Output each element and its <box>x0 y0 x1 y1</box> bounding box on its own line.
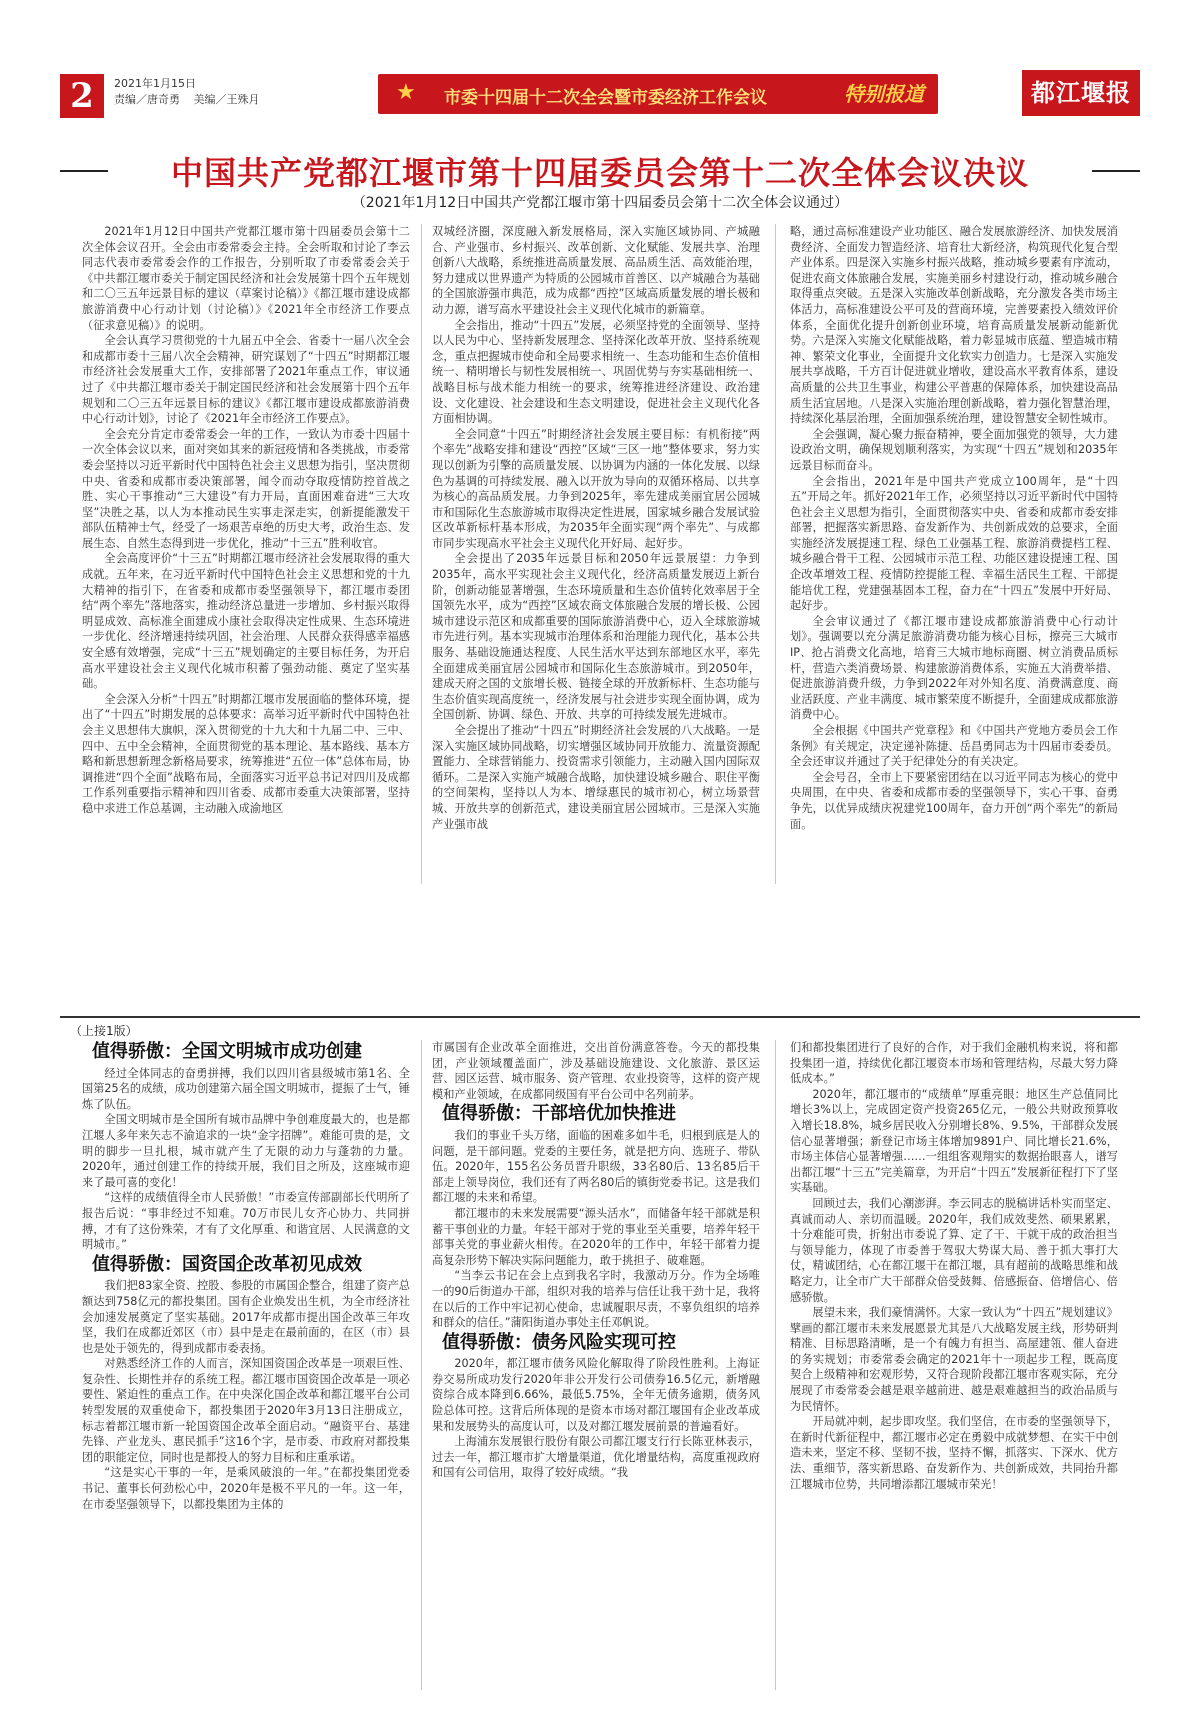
page-number: 2 <box>60 74 104 118</box>
star-icon: ★ <box>396 80 416 105</box>
column-divider <box>775 224 776 884</box>
paragraph: 全会审议通过了《都江堰市建设成都旅游消费中心行动计划》。强调要以充分满足旅游消费功能为核心目标，擦亮三大城市IP、抢占消费文化高地，培育三大城市地标商圈、树立消费品质标杆，营造六类消费场景、构建旅游消费体系，实施五大消费举措、促进旅游消费升级，力争到2022年对外知名度、消费满意度、商业活跃度、产业丰满度、城市繁荣度不断提升，全面建成成都旅游消费中心。 <box>790 614 1118 722</box>
paragraph: 2020年，都江堰市的“成绩单”厚重亮眼：地区生产总值同比增长3%以上，完成固定资产投资265亿元，一般公共财政预算收入增长18.8%，城乡居民收入分别增长8%、9.5%，干部群众发展信心显著增强；新登记市场主体增加9891户、同比增长21.6%，市场主体信心显著增强……一组组客观翔实的数据抬眼喜人，谱写出都江堰“十三五”完美篇章，为开启“十四五”发展新征程打下了坚实基础。 <box>790 1087 1118 1195</box>
column-divider <box>421 1040 422 1690</box>
article-column-2 <box>432 224 760 884</box>
paragraph: 全国文明城市是全国所有城市品牌中争创难度最大的，也是都江堰人多年来矢志不渝追求的一块“金字招牌”。难能可贵的是，文明的脚步一旦扎根，城市就产生了无限的动力与蓬勃的力量。2020年，通过创建工作的持续开展，我们目之所及，这座城市迎来了最可喜的变化！ <box>82 1113 410 1189</box>
paragraph: 全会充分肯定市委常委会一年的工作，一致认为市委十四届十一次全体会议以来，面对突如其来的新冠疫情和各类挑战，市委常委会坚持以习近平新时代中国特色社会主义思想为指引，坚决贯彻中央、省委和成都市委决策部署，闻令而动夺取疫情防控首战之胜、实心干事推动“三大建设”有力开局，直面困难奋进“三大攻坚”决胜之基，以人为本推动民生实事走深走实，创新提能激发干部队伍精神士气，经受了一场艰苦卓绝的历史大考，政治生态、发展生态、自然生态得到进一步优化，推动“十三五”胜利收官。 <box>82 427 410 550</box>
section-heading: 值得骄傲：全国文明城市成功创建 <box>92 1041 362 1062</box>
paragraph: 全会认真学习贯彻党的十九届五中全会、省委十一届八次全会和成都市委十三届八次全会精神，研究谋划了“十四五”时期都江堰市经济社会发展重大工作，安排部署了2021年重点工作，审议通过了《中共都江堰市委关于制定国民经济和社会发展第十四个五年规划和二〇三五年远景目标的建议》《都江堰市建设成都旅游消费中心行动计划》，讨论了《2021年全市经济工作要点》。 <box>82 334 410 426</box>
paragraph: 全会指出，2021年是中国共产党成立100周年，是“十四五”开局之年。抓好2021年工作，必须坚持以习近平新时代中国特色社会主义思想为指引，全面贯彻落实中央、省委和成都市委安排部署，把握落实新思路、奋发新作为、共创新成效的总要求，全面实施经济发展提速工程、绿色工业强基工程、旅游消费提档工程、城乡融合骨干工程、公园城市示范工程、功能区建设提速工程、国企改革增效工程、疫情防控提能工程、幸福生活民生工程、干部提能培优工程，党建强基固本工程，奋力在“十四五”发展中开好局、起好步。 <box>790 474 1118 613</box>
banner-text: 市委十四届十二次全会暨市委经济工作会议 <box>444 88 767 108</box>
section-heading: 值得骄傲：干部培优加快推进 <box>442 1103 676 1125</box>
paragraph: “当李云书记在会上点到我名字时，我激动万分。作为全场唯一的90后街道办干部，组织对我的培养与信任让我干劲十足，我将在以后的工作中牢记初心使命，忠诚履职尽责，不辜负组织的培养和群众的信任。”蒲阳街道办事处主任邓帆说。 <box>432 1269 760 1330</box>
column-divider <box>421 224 422 884</box>
continued-label: （上接1版） <box>70 1024 138 1038</box>
paragraph: 回顾过去，我们心潮澎湃。李云同志的脱稿讲话朴实而坚定、真诚而动人、亲切而温暖。2020年，我们成效斐然、硕果累累，十分难能可贵，折射出市委说了算、定了干、干就干成的政治担当与领导能力，体现了市委善于驾驭大势谋大局、善于抓大事打大仗，精诚团结，心在都江堰干在都江堰，具有超前的战略思维和战略定力，让全市广大干部群众倍受鼓舞、倍感振奋、倍增信心、倍感骄傲。 <box>790 1196 1118 1304</box>
issue-date: 2021年1月15日 <box>114 77 196 90</box>
editor-credits <box>114 92 270 108</box>
page-meta <box>114 76 270 108</box>
column-divider <box>775 1040 776 1690</box>
paragraph: 市属国有企业改革全面推进，交出首份满意答卷。今天的都投集团，产业领域覆盖面广，涉及基础设施建设、文化旅游、景区运营、园区运营、城市服务、资产管理、农业投资等，这样的资产规模和产业领域，在成都同级国有平台公司中名列前茅。 <box>432 1041 760 1101</box>
article-column-1 <box>82 224 410 884</box>
continued-column-2 <box>432 1040 760 1690</box>
paragraph: 双城经济圈，深度融入新发展格局，深入实施区域协同、产城融合、产业强市、乡村振兴、改革创新、文化赋能、发展共享、治理创新八大战略，系统推进高质量发展、高品质生活、高效能治理，努力建成以世界遗产为特质的公园城市首善区、以产城融合为基础的全国旅游强市典范，成为成都“西控”区域高质量发展的增长极和动力源，谱写高水平建设社会主义现代化城市的新篇章。 <box>432 225 760 316</box>
paragraph: 上海浦东发展银行股份有限公司都江堰支行行长陈亚林表示，过去一年，都江堰市扩大增量渠道，优化增量结构，高度重视政府和国有公司信用，取得了较好成绩。“我 <box>432 1435 760 1480</box>
article-column-3 <box>790 224 1118 884</box>
paragraph: 全会提出了推动“十四五”时期经济社会发展的八大战略。一是深入实施区域协同战略，切实增强区域协同开放能力、流量资源配置能力、全球营销能力、投资需求引领能力，主动融入国内国际双循环。二是深入实施产城融合战略，加快建设城乡融合、职住平衡的空间架构，坚持以人为本、增绿惠民的城市初心，树立场景营城、开放共享的创新范式，建设美丽宜居公园城市。三是深入实施产业强市战 <box>432 724 760 831</box>
continued-column-1 <box>82 1040 410 1690</box>
paragraph: 经过全体同志的奋勇拼搏，我们以四川省县级城市第1名、全国第25名的成绩，成功创建第六届全国文明城市，提振了士气，锤炼了队伍。 <box>82 1066 410 1111</box>
page-header <box>60 70 1140 120</box>
paragraph: “这样的成绩值得全市人民骄傲！”市委宣传部副部长代明所了报告后说：“事非经过不知难。70万市民儿女齐心协力、共同拼搏，才有了这份殊荣，才有了文化厚重、和谐宜居、人民满意的文明城市。” <box>82 1191 410 1252</box>
paragraph: 全会深入分析“十四五”时期都江堰市发展面临的整体环境，提出了“十四五”时期发展的总体要求：高举习近平新时代中国特色社会主义思想伟大旗帜，深入贯彻党的十九大和十九届二中、三中、四中、五中全会精神，全面贯彻党的基本理论、基本路线、基本方略和新思想新理念新格局要求，统筹推进“五位一体”总体布局，协调推进“四个全面”战略布局，全面落实习近平总书记对四川及成都工作系列重要指示精神和四川省委、成都市委重大决策部署，坚持稳中求进工作总基调，主动融入成渝地区 <box>82 692 410 815</box>
banner-special-label: 特别报道 <box>844 82 924 106</box>
section-heading: 值得骄傲：债务风险实现可控 <box>442 1331 676 1353</box>
paragraph: 们和都投集团进行了良好的合作，对于我们金融机构来说，将和都投集团一道，持续优化都江堰资本市场和管理结构，尽最大努力降低成本。” <box>790 1041 1118 1086</box>
paragraph: “这是实心干事的一年，是乘风破浪的一年。”在都投集团党委书记、董事长何劲松心中，2020年是极不平凡的一年。这一年，在市委坚强领导下，以都投集团为主体的 <box>82 1466 410 1511</box>
editor: 责编／唐奇勇 <box>114 93 180 106</box>
paragraph: 2021年1月12日中国共产党都江堰市第十四届委员会第十二次全体会议召开。全会由市委常委会主持。全会听取和讨论了李云同志代表市委常委会作的工作报告，分别听取了市委常委会关于《中共都江堰市委关于制定国民经济和社会发展第十四个五年规划和二〇三五年远景目标的建议（草案讨论稿）》《都江堰市建设成都旅游消费中心行动计划（讨论稿）》《2021年全市经济工作要点（征求意见稿）》的说明。 <box>82 225 410 332</box>
paragraph: 全会提出了2035年远景目标和2050年远景展望：力争到2035年，高水平实现社会主义现代化，经济高质量发展迈上新台阶，创新动能显著增强，生态环境质量和生态价值转化效率居于全国领先水平，成为“西控”区域农商文体旅融合发展的增长极、公园城市建设示范区和成都重要的国际旅游消费中心，迈入全球旅游城市先进行列。基本实现城市治理体系和治理能力现代化，基本公共服务、基础设施通达程度、人民生活水平达到东部地区水平，率先全面建成美丽宜居公园城市和国际化生态旅游城市。到2050年，建成天府之国的文旅增长极、链接全球的开放新标杆、生态功能与生态价值实现高度统一，经济发展与社会进步实现全面协调，成为全国创新、协调、绿色、开放、共享的可持续发展先进城市。 <box>432 552 760 722</box>
designer: 美编／王殊月 <box>193 93 260 106</box>
paragraph: 都江堰市的未来发展需要“源头活水”，而储备年轻干部就是积蓄干事创业的力量。年轻干部对于党的事业至关重要，培养年轻干部事关党的事业薪火相传。在2020年的工作中，年轻干部着力提高复杂形势下解决实际问题能力，敢于挑担子、破难题。 <box>432 1206 760 1267</box>
paragraph: 开局就冲刺，起步即攻坚。我们坚信，在市委的坚强领导下，在新时代新征程中，都江堰市必定在勇毅中成就梦想、在实干中创造未来，坚定不移、坚韧不拔，坚持不懈，抓落实、下深水、优方法、重细节，落实新思路、奋发新作为、共创新成效，共同抬升都江堰城市位势，共同增添都江堰城市荣光！ <box>790 1415 1118 1491</box>
continued-column-3 <box>790 1040 1118 1690</box>
paragraph: 展望未来，我们豪情满怀。大家一致认为“十四五”规划建议》擘画的都江堰市未来发展愿景尤其是八大战略发展主线，形势研判精准、目标思路清晰，是一个有魄力有担当、高屋建瓴、催人奋进的务实规划；市委常委会确定的2021年十一项起步工程，既高度契合上级精神和宏观形势，又符合现阶段都江堰市客观实际，充分展现了市委常委会越是艰辛越前进、越是艰难越担当的政治品质与为民情怀。 <box>790 1306 1118 1413</box>
newspaper-masthead: 都江堰报 <box>1022 70 1140 116</box>
paragraph: 我们的事业千头万绪，面临的困难多如牛毛，归根到底是人的问题，是干部问题。党委的主要任务，就是把方向、选班子、带队伍。2020年，155名公务员晋升职级，33名80后、13名85后干部走上领导岗位，我们还有了两名80后的镇街党委书记。这是我们都江堰的未来和希望。 <box>432 1128 760 1205</box>
paragraph: 全会根据《中国共产党章程》和《中国共产党地方委员会工作条例》有关规定，决定递补陈捷、岳昌勇同志为十四届市委委员。全会还审议并通过了关于纪律处分的有关决定。 <box>790 724 1118 769</box>
paragraph: 略，通过高标准建设产业功能区、融合发展旅游经济、加快发展消费经济、全面发力智造经济、培育壮大新经济，构筑现代化复合型产业体系。四是深入实施乡村振兴战略，推动城乡要素有序流动，促进农商文体旅融合发展，实施美丽乡村建设行动，推动城乡融合取得重点突破。五是深入实施改革创新战略，充分激发各类市场主体活力，高标准建设公平可及的营商环境，完善要素投入绩效评价体系，全面优化提升创新创业环境，培育高质量发展新动能新优势。六是深入实施文化赋能战略，着力彰显城市底蕴、塑造城市精神、繁荣文化事业，全面提升文化软实力创造力。七是深入实施发展共享战略，千方百计促进就业增收，建设高水平教育体系，建设高质量的公共卫生事业，构建公平普惠的保障体系，加快建设高品质生活宜居地。八是深入实施治理创新战略，着力强化智慧治理，持续深化基层治理，全面加强系统治理，建设智慧安全韧性城市。 <box>790 225 1118 426</box>
paragraph: 全会号召，全市上下要紧密团结在以习近平同志为核心的党中央周围，在中央、省委和成都市委的坚强领导下，实心干事、奋勇争先，以优异成绩庆祝建党100周年，奋力开创“两个率先”的新局面。 <box>790 770 1118 831</box>
section-heading: 值得骄傲：国资国企改革初见成效 <box>92 1253 362 1275</box>
article-subtitle: （2021年1月12日中国共产党都江堰市第十四届委员会第十二次全体会议通过） <box>351 195 849 211</box>
headline-row <box>60 148 1140 192</box>
paragraph: 全会强调，凝心聚力振奋精神，要全面加强党的领导，大力建设政治文明，确保规划顺利落实，为实现“十四五”规划和2035年远景目标而奋斗。 <box>790 427 1118 472</box>
special-report-banner <box>378 74 938 114</box>
section-divider <box>60 1016 1140 1018</box>
paragraph: 2020年，都江堰市债务风险化解取得了阶段性胜利。上海证券交易所成功发行2020年非公开发行公司债券16.5亿元，新增融资综合成本降到6.66%，最低5.75%，全年无债务逾期，债务风险总体可控。这背后所体现的是资本市场对都江堰国有企业改革成果和发展势头的高度认可，以及对都江堰发展前景的普遍看好。 <box>432 1357 760 1433</box>
article-title: 中国共产党都江堰市第十四届委员会第十二次全体会议决议 <box>170 154 1029 192</box>
paragraph: 对熟悉经济工作的人而言，深知国资国企改革是一项艰巨性、复杂性、长期性并存的系统工程。都江堰市国资国企改革是一项必要性、紧迫性的重点工作。在中央深化国企改革和都江堰平台公司转型发展的双重使命下，都投集团于2020年3月13日注册成立，标志着都江堰市新一轮国资国企改革全面启动。“融资平台、基建先锋、产业龙头、惠民抓手”这16个字，是市委、市政府对都投集团的职能定位，同时也是都投人的努力目标和庄重承诺。 <box>82 1357 410 1464</box>
paragraph: 全会高度评价“十三五”时期都江堰市经济社会发展取得的重大成就。五年来，在习近平新时代中国特色社会主义思想和党的十九大精神的指引下，在省委和成都市委坚强领导下，都江堰市委团结“两个率先”落地落实，推动经济总量进一步增加、乡村振兴取得明显成效、高标准全面建成小康社会取得决定性成果、生态环境进一步优化、经济增速持续巩固，社会治理、人民群众获得感幸福感安全感有效增强，完成“十三五”规划确定的主要目标任务，为开启高水平建设社会主义现代化城市积蓄了强劲动能、奠定了坚实基础。 <box>82 552 410 691</box>
paragraph: 全会指出，推动“十四五”发展，必须坚持党的全面领导、坚持以人民为中心、坚持新发展理念、坚持深化改革开放、坚持系统观念，重点把握城市使命和全局要求相统一、生态功能和生态价值相统一、精明增长与韧性发展相统一、巩固优势与夯实基础相统一、战略目标与战术能力相统一的要求，统筹推进经济建设、政治建设、文化建设、社会建设和生态文明建设，促进社会主义现代化各方面相协调。 <box>432 318 760 426</box>
paragraph: 全会同意“十四五”时期经济社会发展主要目标：有机衔接“两个率先”战略安排和建设“西控”区域“三区一地”整体要求，努力实现以创新为引擎的高质量发展、以协调为内涵的一体化发展、以绿色为基调的可持续发展、融入以开放为导向的双循环格局、以共享为核心的高品质发展。力争到2025年，率先建成美丽宜居公园城市和国际化生态旅游城市取得决定性进展，国家城乡融合发展试验区改革新标杆基本形成，为2035年全面实现“两个率先”、与成都市同步实现高水平社会主义现代化开好局、起好步。 <box>432 427 760 550</box>
paragraph: 我们把83家全资、控股、参股的市属国企整合，组建了资产总额达到758亿元的都投集团。国有企业焕发出生机，为全市经济社会加速发展奠定了坚实基础。2017年成都市提出国企改革三年攻坚，我们在成都近郊区（市）县中是走在最前面的，在区（市）县也是处于领先的，得到成都市委表扬。 <box>82 1279 410 1355</box>
